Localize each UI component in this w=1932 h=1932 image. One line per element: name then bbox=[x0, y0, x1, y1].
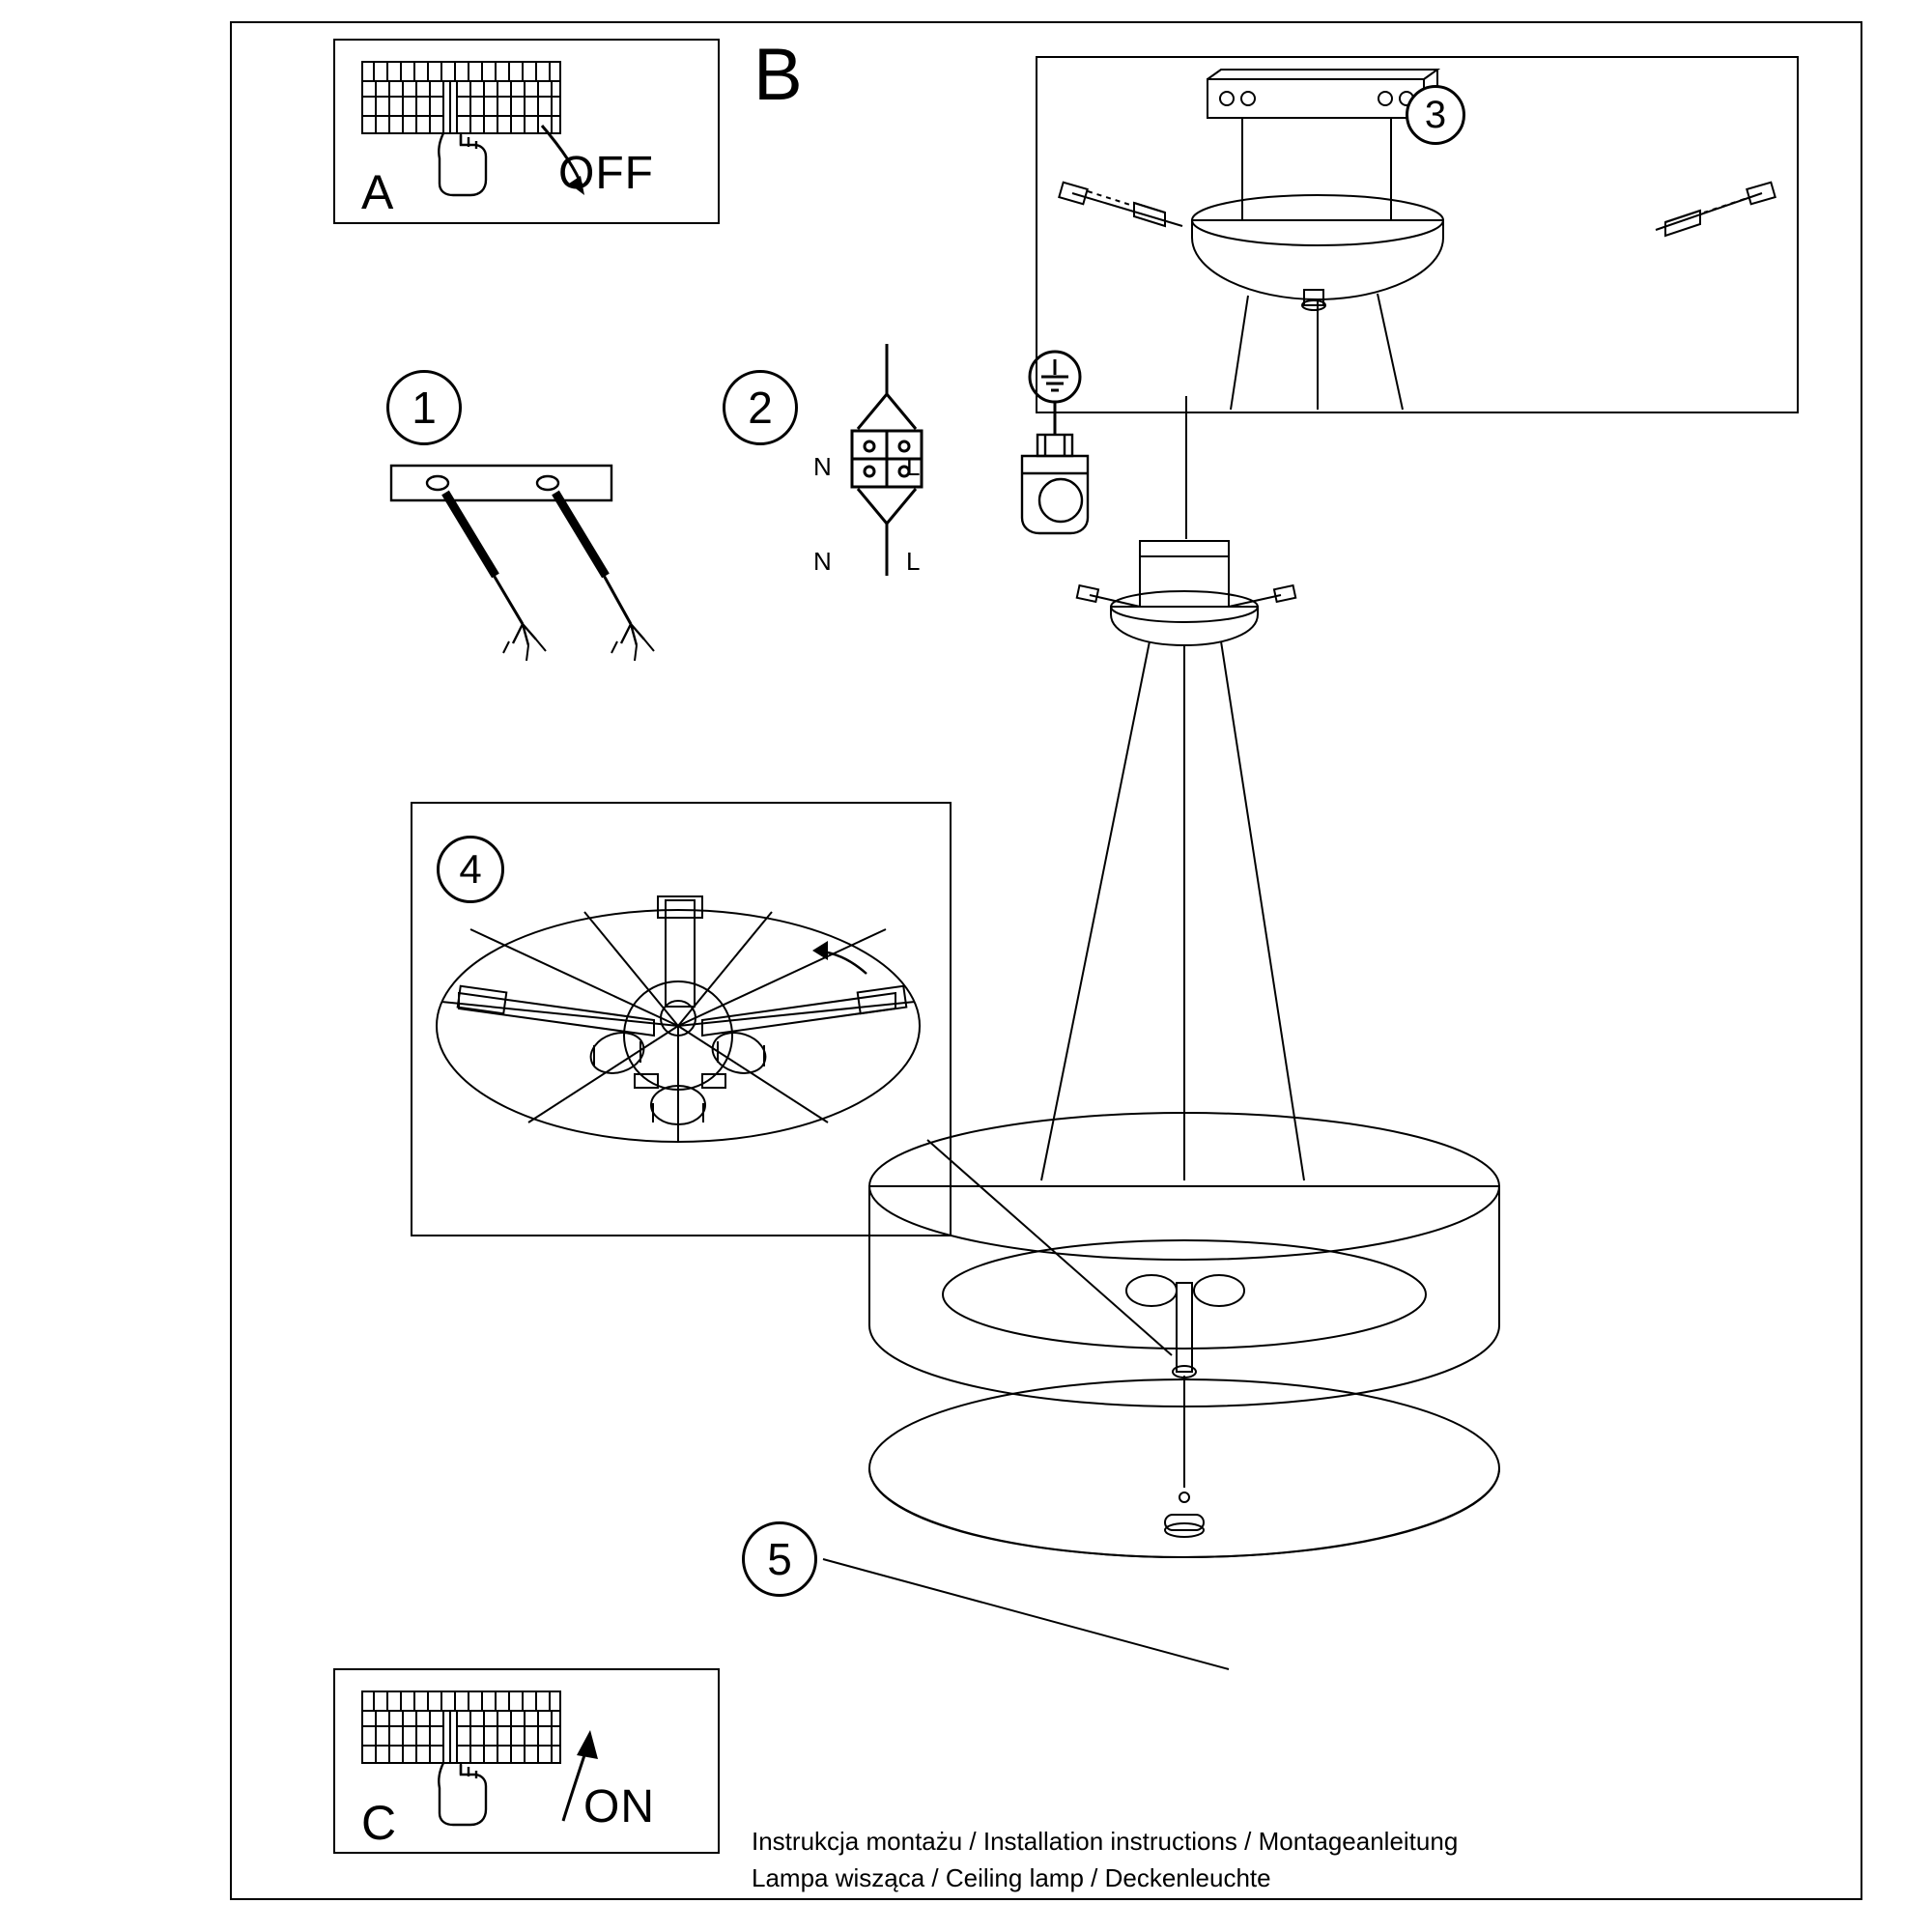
step-2-number: 2 bbox=[723, 370, 798, 445]
terminal-label-l-bottom: L bbox=[906, 547, 921, 576]
panel-c-label: C bbox=[361, 1796, 397, 1850]
lamp-assembly-graphic bbox=[850, 396, 1835, 1748]
step-5-number: 5 bbox=[742, 1521, 817, 1597]
callout-line-diffuser bbox=[819, 1555, 1254, 1681]
panel-3-number: 3 bbox=[1406, 85, 1465, 145]
panel-c-action: ON bbox=[583, 1781, 655, 1833]
terminal-label-n-top: N bbox=[813, 452, 832, 481]
terminal-label-l-top: L bbox=[906, 452, 921, 481]
panel-a-action: OFF bbox=[558, 148, 654, 199]
footer-text bbox=[752, 1824, 1458, 1896]
footer-line-1: Instrukcja montażu / Installation instructions / Montageanleitung bbox=[752, 1827, 1459, 1856]
page-letter-b: B bbox=[753, 34, 803, 116]
panel-4-number: 4 bbox=[437, 836, 504, 903]
panel-a-label: A bbox=[361, 165, 394, 219]
step-1-graphic bbox=[382, 454, 700, 676]
callout-line-shade bbox=[923, 1135, 1183, 1362]
footer-line-2: Lampa wisząca / Ceiling lamp / Deckenleuchte bbox=[752, 1862, 1271, 1892]
step-1-number: 1 bbox=[386, 370, 462, 445]
terminal-label-n-bottom: N bbox=[813, 547, 832, 576]
